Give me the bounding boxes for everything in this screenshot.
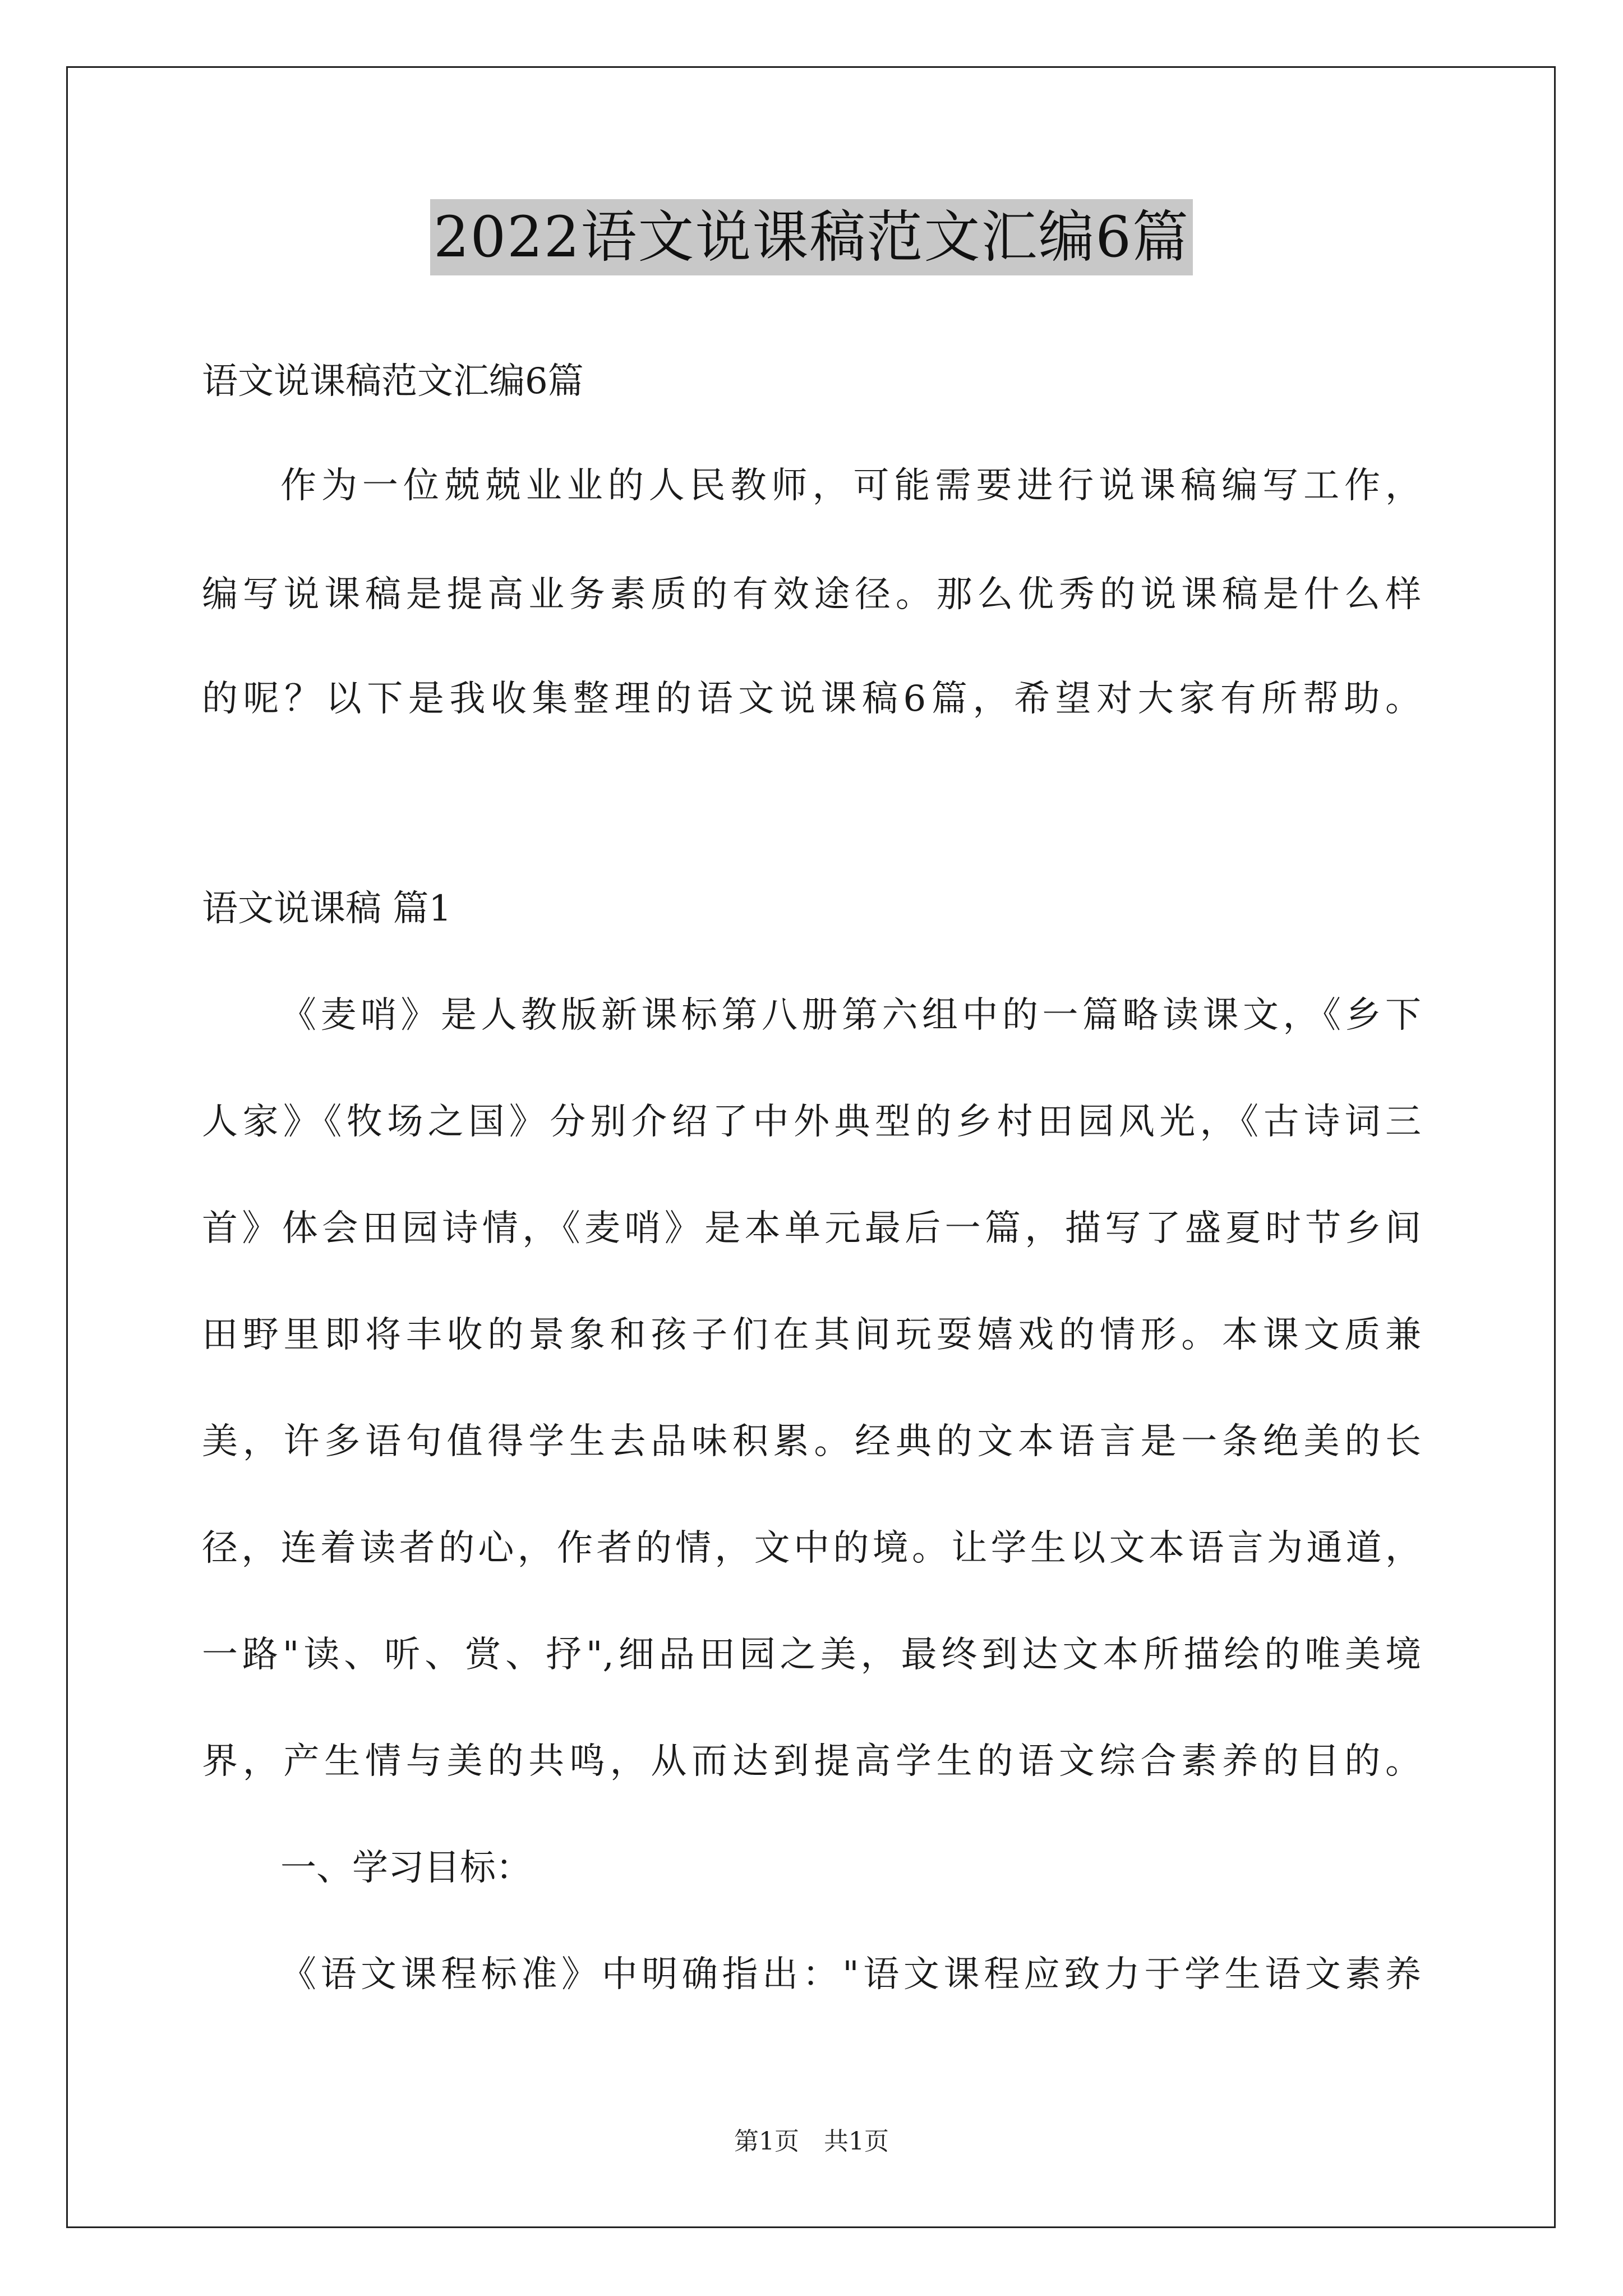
body-line: 编写说课稿是提高业务素质的有效途径。那么优秀的说课稿是什么样: [202, 574, 1421, 615]
page-footer: 第1页 共1页: [734, 2127, 889, 2156]
body-line: 田野里即将丰收的景象和孩子们在其间玩耍嬉戏的情形。本课文质兼: [202, 1314, 1421, 1356]
body-line: 径，连着读者的心，作者的情，文中的境。让学生以文本语言为通道，: [202, 1527, 1421, 1569]
list-heading: 一、学习目标：: [280, 1847, 532, 1889]
body-line: 界，产生情与美的共鸣，从而达到提高学生的语文综合素养的目的。: [202, 1741, 1421, 1782]
body-line: 人家》《牧场之国》分别介绍了中外典型的乡村田园风光，《古诗词三: [202, 1101, 1421, 1143]
subtitle-line: 语文说课稿范文汇编6篇: [202, 361, 584, 402]
body-line: 首》体会田园诗情，《麦哨》是本单元最后一篇，描写了盛夏时节乡间: [202, 1208, 1421, 1249]
section-heading: 语文说课稿 篇1: [202, 888, 452, 930]
body-line: 作为一位兢兢业业的人民教师，可能需要进行说课稿编写工作，: [280, 465, 1421, 507]
body-line: 《麦哨》是人教版新课标第八册第六组中的一篇略读课文，《乡下: [280, 995, 1421, 1036]
body-line: 美，许多语句值得学生去品味积累。经典的文本语言是一条绝美的长: [202, 1421, 1421, 1462]
body-line: 的呢？以下是我收集整理的语文说课稿6篇，希望对大家有所帮助。: [202, 678, 1421, 720]
body-line: 《语文课程标准》中明确指出："语文课程应致力于学生语文素养: [280, 1954, 1421, 1995]
body-line: 一路"读、听、赏、抒",细品田园之美，最终到达文本所描绘的唯美境: [202, 1634, 1421, 1676]
document-title: 2022语文说课稿范文汇编6篇: [430, 199, 1193, 275]
title-container: [0, 199, 1623, 275]
